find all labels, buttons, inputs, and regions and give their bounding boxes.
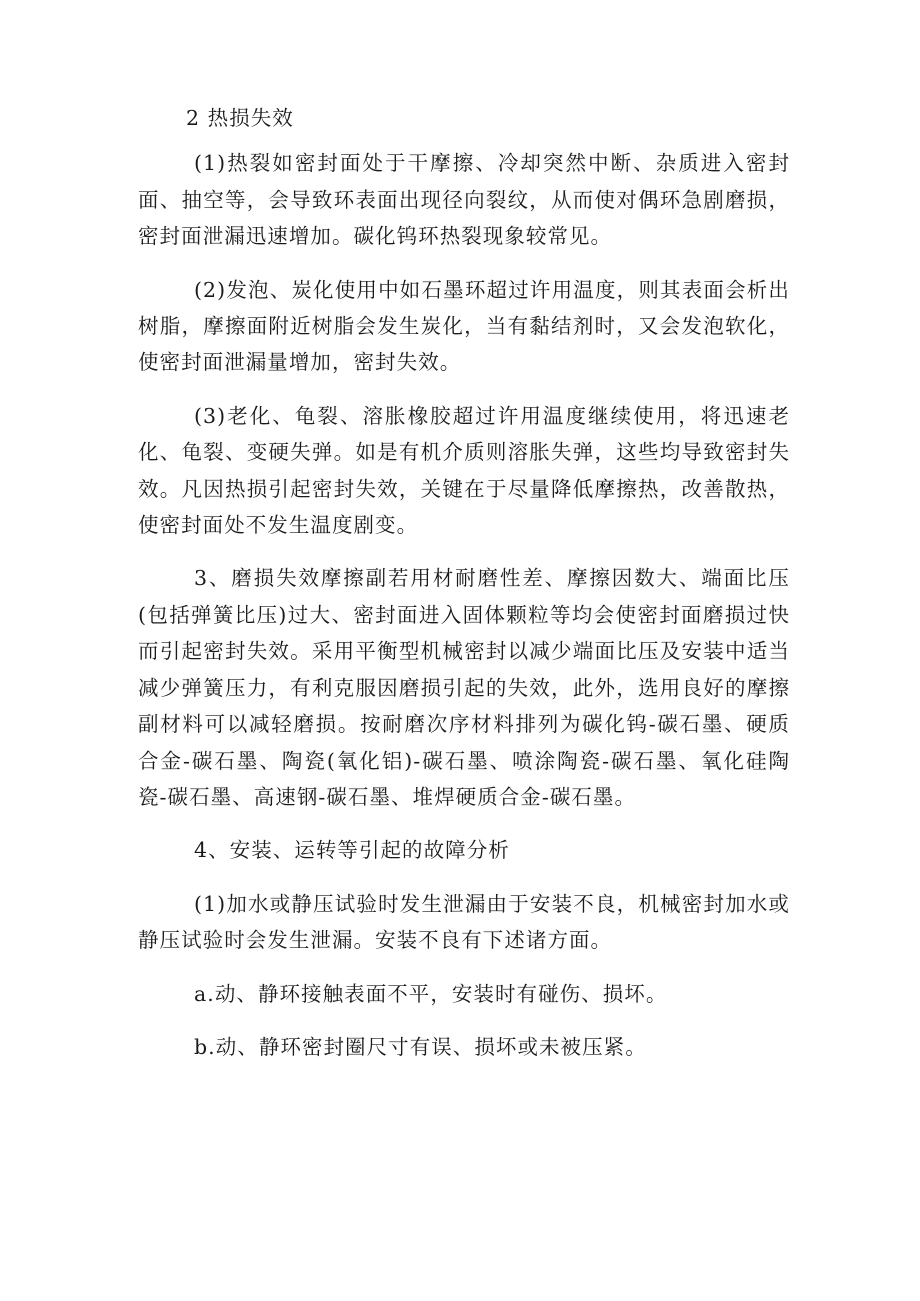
- paragraph-hydrostatic-leak: (1)加水或静压试验时发生泄漏由于安装不良，机械密封加水或静压试验时会发生泄漏。安装不良有下述诸方面。: [138, 891, 790, 953]
- paragraph-aging-cracking: (3)老化、龟裂、溶胀橡胶超过许用温度继续使用，将迅速老化、龟裂、变硬失弹。如是有机介质则溶胀失弹，这些均导致密封失效。凡因热损引起密封失效，关键在于尽量降低摩擦热，改善散热，使密封面处不发生温度剧变。: [138, 403, 790, 538]
- paragraph-foaming-carbonization: (2)发泡、炭化使用中如石墨环超过许用温度，则其表面会析出树脂，摩擦面附近树脂会发生炭化，当有黏结剂时，又会发泡软化，使密封面泄漏量增加，密封失效。: [138, 277, 790, 375]
- paragraph-wear-failure: 3、磨损失效摩擦副若用材耐磨性差、摩擦因数大、端面比压(包括弹簧比压)过大、密封面进入固体颗粒等均会使密封面磨损过快而引起密封失效。采用平衡型机械密封以减少端面比压及安装中适当减少弹簧压力，有利克服因磨损引起的失效，此外，选用良好的摩擦副材料可以减轻磨损。按耐磨次序材料排列为碳化钨-碳石墨、硬质合金-碳石墨、陶瓷(氧化铝)-碳石墨、喷涂陶瓷-碳石墨、氧化硅陶瓷-碳石墨、高速钢-碳石墨、堆焊硬质合金-碳石墨。: [138, 566, 790, 809]
- section-heading-heat-loss: 2 热损失效: [186, 106, 294, 130]
- list-item-a: a.动、静环接触表面不平，安装时有碰伤、损坏。: [194, 981, 668, 1006]
- paragraph-thermal-crack: (1)热裂如密封面处于干摩擦、冷却突然中断、杂质进入密封面、抽空等，会导致环表面出现径向裂纹，从而使对偶环急剧磨损，密封面泄漏迅速增加。碳化钨环热裂现象较常见。: [138, 151, 790, 249]
- section-heading-installation: 4、安装、运转等引起的故障分析: [194, 838, 510, 863]
- document-page: [138, 100, 790, 1065]
- list-item-b: b.动、静环密封圈尺寸有误、损坏或未被压紧。: [194, 1034, 647, 1059]
